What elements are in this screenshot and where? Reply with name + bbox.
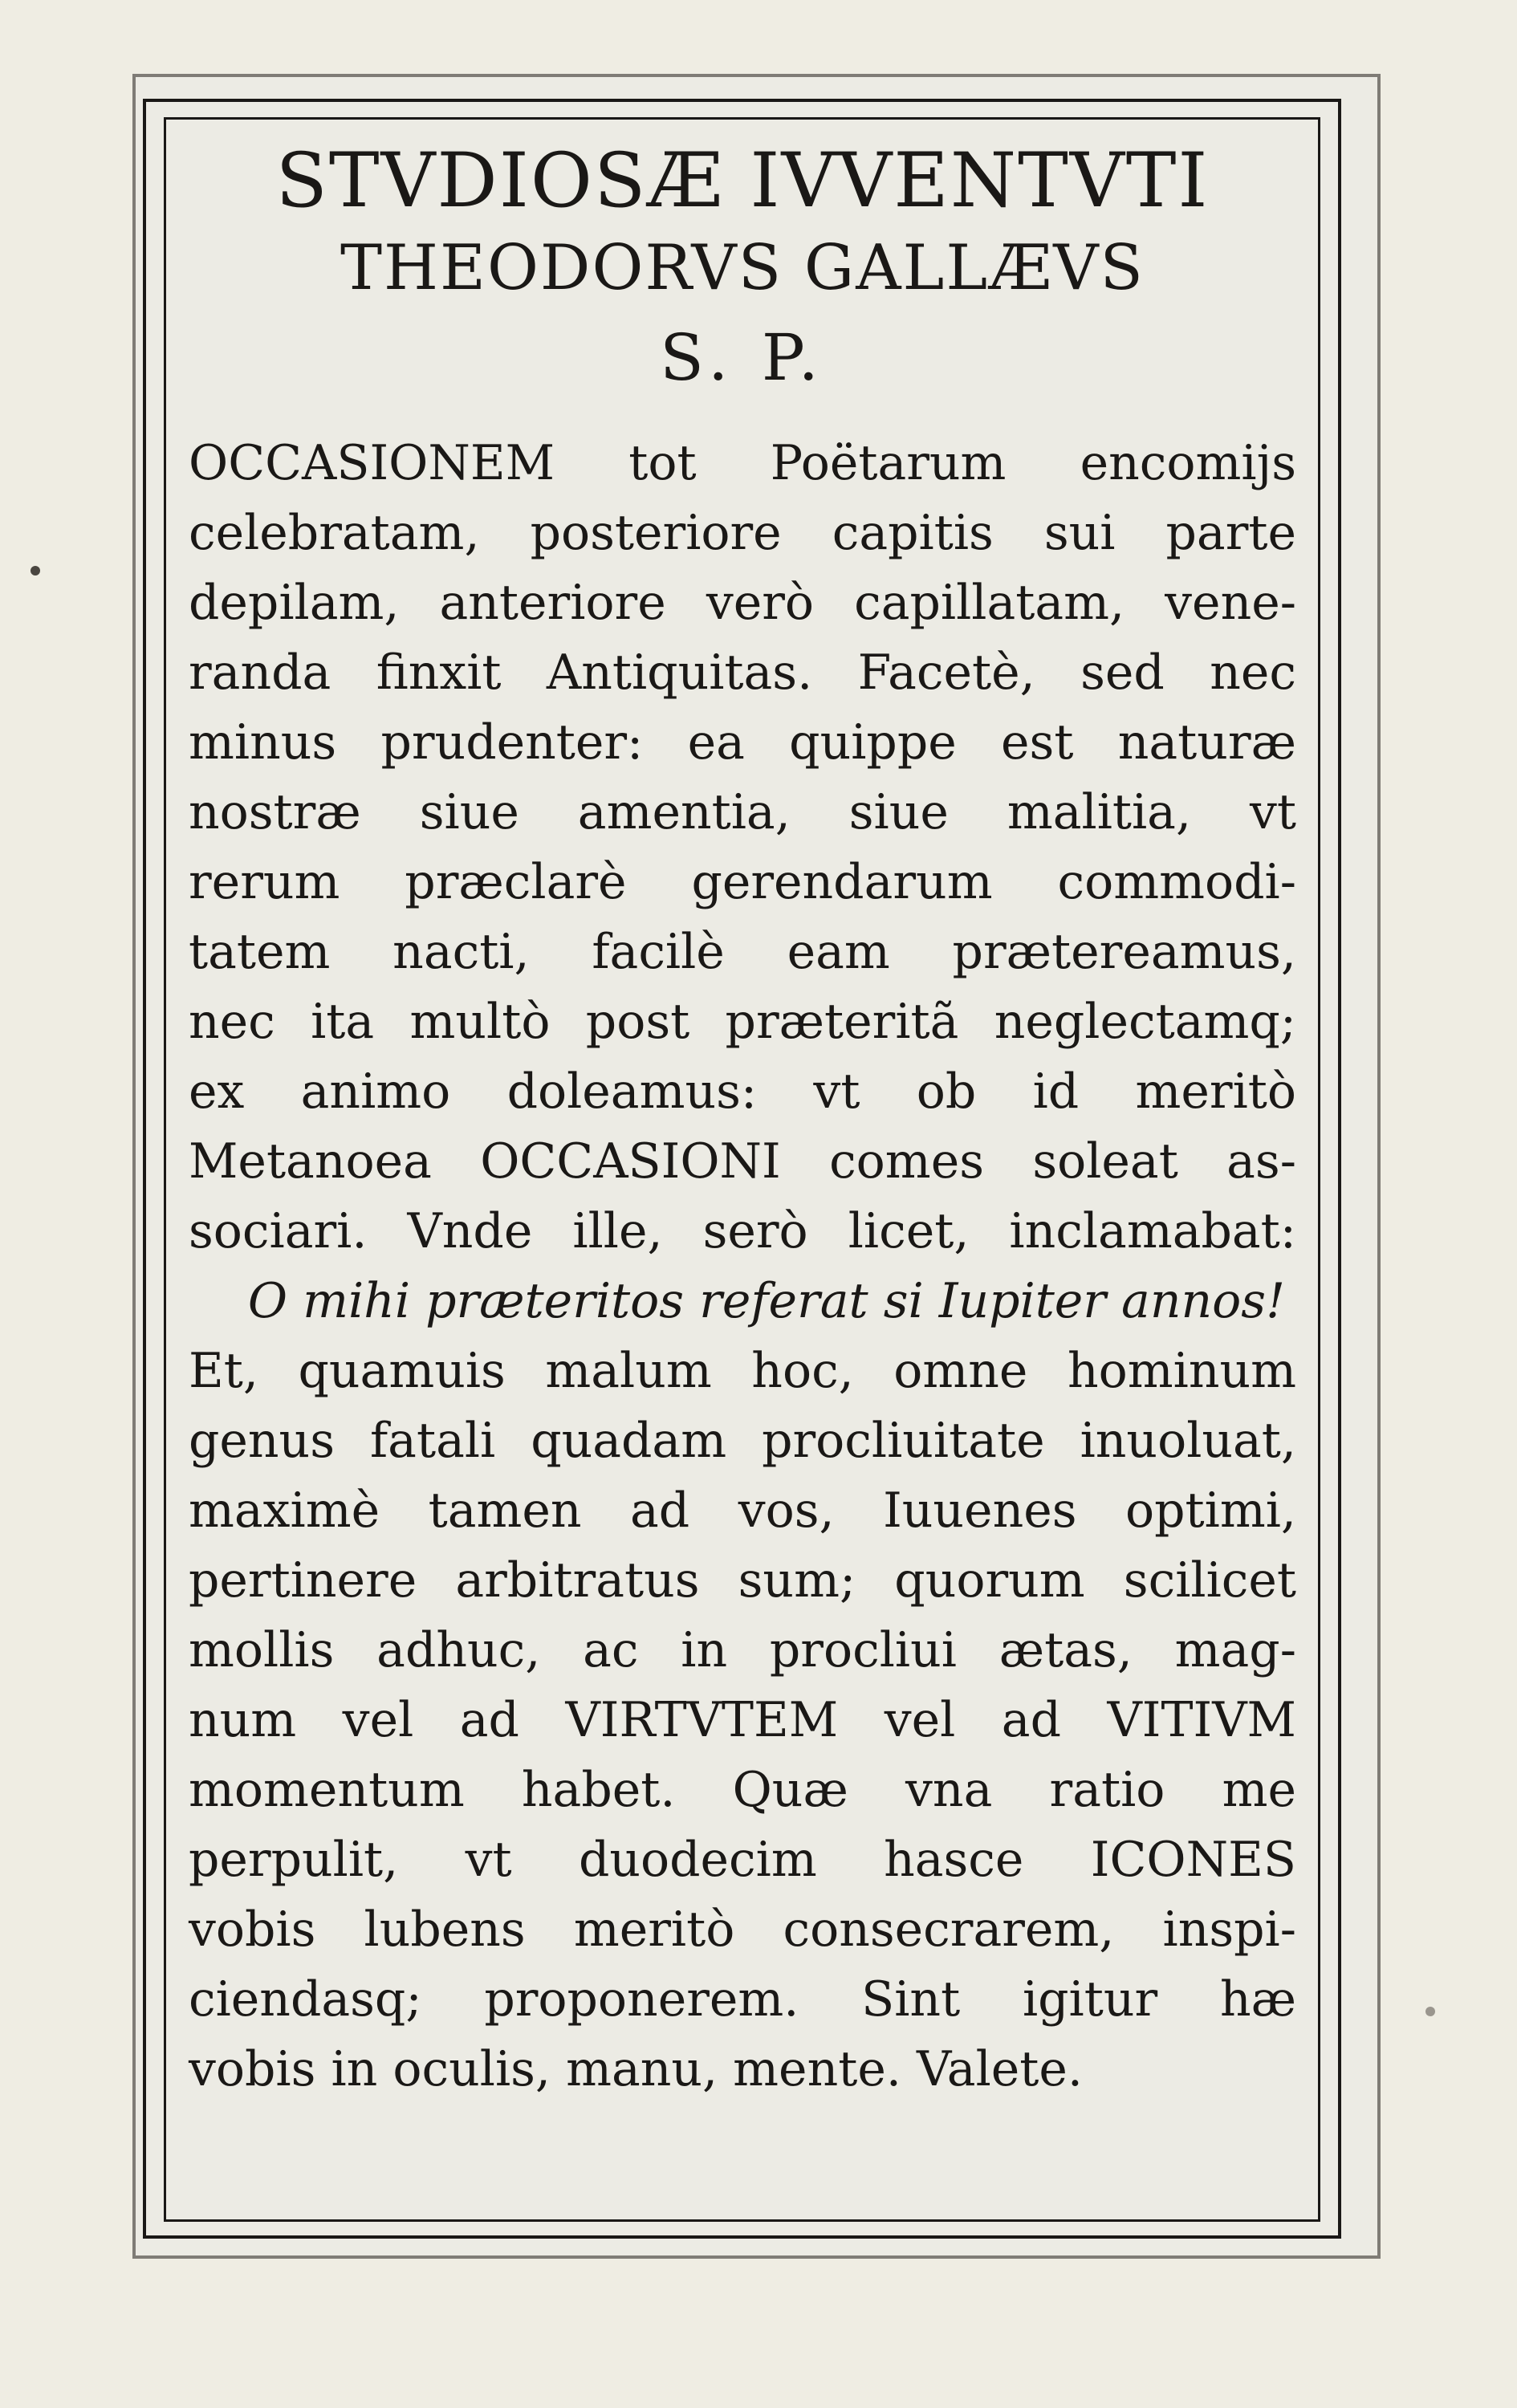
text-line: maximè tamen ad vos, Iuuenes optimi, [189, 1483, 1296, 1539]
text-line: pertinere arbitratus sum; quorum scilicet [189, 1552, 1296, 1609]
salutation: S. P. [660, 320, 825, 395]
ink-speck [1425, 2007, 1435, 2016]
author-name: THEODORVS GALLÆVS [340, 232, 1145, 304]
text-line: celebratam, posteriore capitis sui parte [189, 505, 1296, 561]
text-line: depilam, anteriore verò capillatam, vene- [189, 575, 1296, 631]
page-title: STVDIOSÆ IVVENTVTI [275, 137, 1210, 225]
text-line: mollis adhuc, ac in procliui ætas, mag- [189, 1622, 1296, 1678]
text-line: momentum habet. Quæ vna ratio me [189, 1762, 1296, 1818]
text-line: nec ita multò post præteritã neglectamq; [189, 994, 1296, 1050]
text-line: OCCASIONEM tot Poëtarum encomijs [189, 435, 1296, 491]
text-line: vobis in oculis, manu, mente. Valete. [189, 2041, 1083, 2097]
text-line: Metanoea OCCASIONI comes soleat as- [189, 1133, 1296, 1190]
text-line: rerum præclarè gerendarum commodi- [189, 854, 1296, 910]
text-line: Et, quamuis malum hoc, omne hominum [189, 1343, 1296, 1399]
text-line: sociari. Vnde ille, serò licet, inclamabat: [189, 1203, 1296, 1259]
text-line: vobis lubens meritò consecrarem, inspi- [189, 1902, 1296, 1958]
text-line: perpulit, vt duodecim hasce ICONES [189, 1832, 1296, 1888]
text-line: randa finxit Antiquitas. Facetè, sed nec [189, 645, 1296, 701]
ink-speck [31, 566, 40, 576]
quote-line: O mihi præteritos referat si Iupiter annos! [247, 1273, 1286, 1329]
text-line: ex animo doleamus: vt ob id meritò [189, 1064, 1296, 1120]
text-line: num vel ad VIRTVTEM vel ad VITIVM [189, 1692, 1296, 1748]
body-text [189, 429, 1296, 2105]
text-line: nostræ siue amentia, siue malitia, vt [189, 784, 1296, 840]
text-line: ciendasq; proponerem. Sint igitur hæ [189, 1971, 1296, 2028]
text-line: tatem nacti, facilè eam prætereamus, [189, 924, 1296, 980]
text-line: genus fatali quadam procliuitate inuoluat, [189, 1413, 1296, 1469]
text-line: minus prudenter: ea quippe est naturæ [189, 714, 1296, 771]
dedication-text [189, 136, 1296, 2207]
